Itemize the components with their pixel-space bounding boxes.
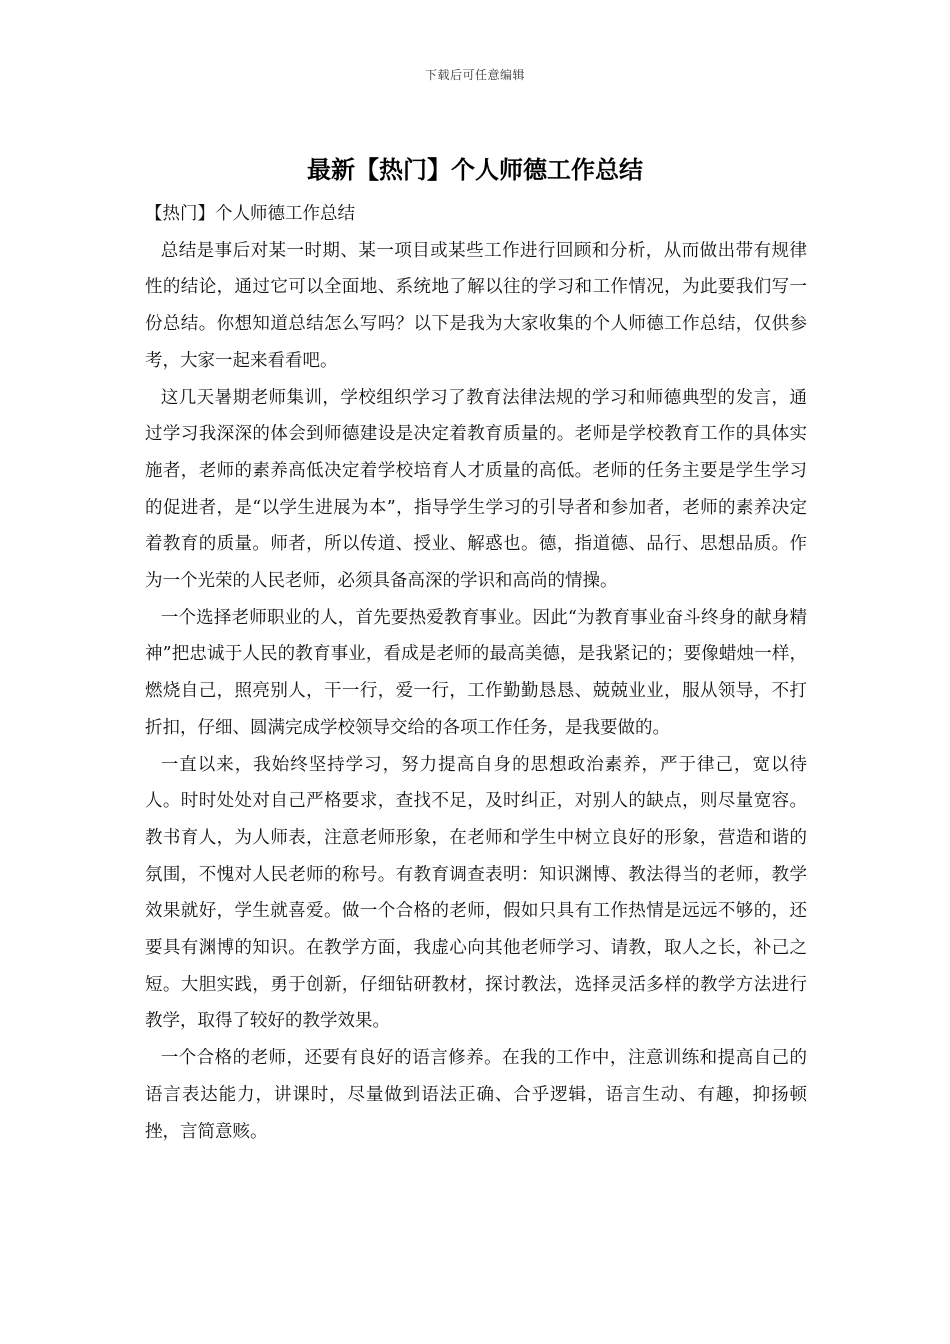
page-header-note: 下载后可任意编辑 (424, 68, 525, 82)
paragraph-dedication: 一个选择老师职业的人，首先要热爱教育事业。因此“为教育事业奋斗终身的献身精神”把忠诚于人民的教育事业，看成是老师的最高美德，是我紧记的；要像蜡烛一样，燃烧自己，照亮别人，干一行，爱一行，工作勤勤恳恳、兢兢业业，服从领导，不打折扣，仔细、圆满完成学校领导交给的各项工作任务，是我要做的。 (145, 607, 807, 738)
paragraph-intro: 总结是事后对某一时期、某一项目或某些工作进行回顾和分析，从而做出带有规律性的结论，通过它可以全面地、系统地了解以往的学习和工作情况，为此要我们写一份总结。你想知道总结怎么写吗？以下是我为大家收集的个人师德工作总结，仅供参考，大家一起来看看吧。 (145, 240, 807, 371)
paragraph-training: 这几天暑期老师集训，学校组织学习了教育法律法规的学习和师德典型的发言，通过学习我深深的体会到师德建设是决定着教育质量的。老师是学校教育工作的具体实施者，老师的素养高低决定着学校培育人才质量的高低。老师的任务主要是学生学习的促进者，是“以学生进展为本”，指导学生学习的引导者和参加者，老师的素养决定着教育的质量。师者，所以传道、授业、解惑也。德，指道德、品行、思想品质。作为一个光荣的人民老师，必须具备高深的学识和高尚的情操。 (145, 387, 807, 592)
document-body (145, 196, 807, 1150)
document-title: 最新【热门】个人师德工作总结 (307, 155, 643, 184)
document-subtitle: 【热门】个人师德工作总结 (145, 204, 355, 224)
paragraph-self-improvement: 一直以来，我始终坚持学习，努力提高自身的思想政治素养，严于律己，宽以待人。时时处处对自己严格要求，查找不足，及时纠正，对别人的缺点，则尽量宽容。教书育人，为人师表，注意老师形象，在老师和学生中树立良好的形象，营造和谐的氛围，不愧对人民老师的称号。有教育调查表明：知识渊博、教法得当的老师，教学效果就好，学生就喜爱。做一个合格的老师，假如只具有工作热情是远远不够的，还要具有渊博的知识。在教学方面，我虚心向其他老师学习、请教，取人之长，补己之短。大胆实践，勇于创新，仔细钻研教材，探讨教法，选择灵活多样的教学方法进行教学，取得了较好的教学效果。 (145, 754, 807, 1032)
paragraph-language: 一个合格的老师，还要有良好的语言修养。在我的工作中，注意训练和提高自己的语言表达能力，讲课时，尽量做到语法正确、合乎逻辑，语言生动、有趣，抑扬顿挫，言简意赅。 (145, 1048, 807, 1142)
